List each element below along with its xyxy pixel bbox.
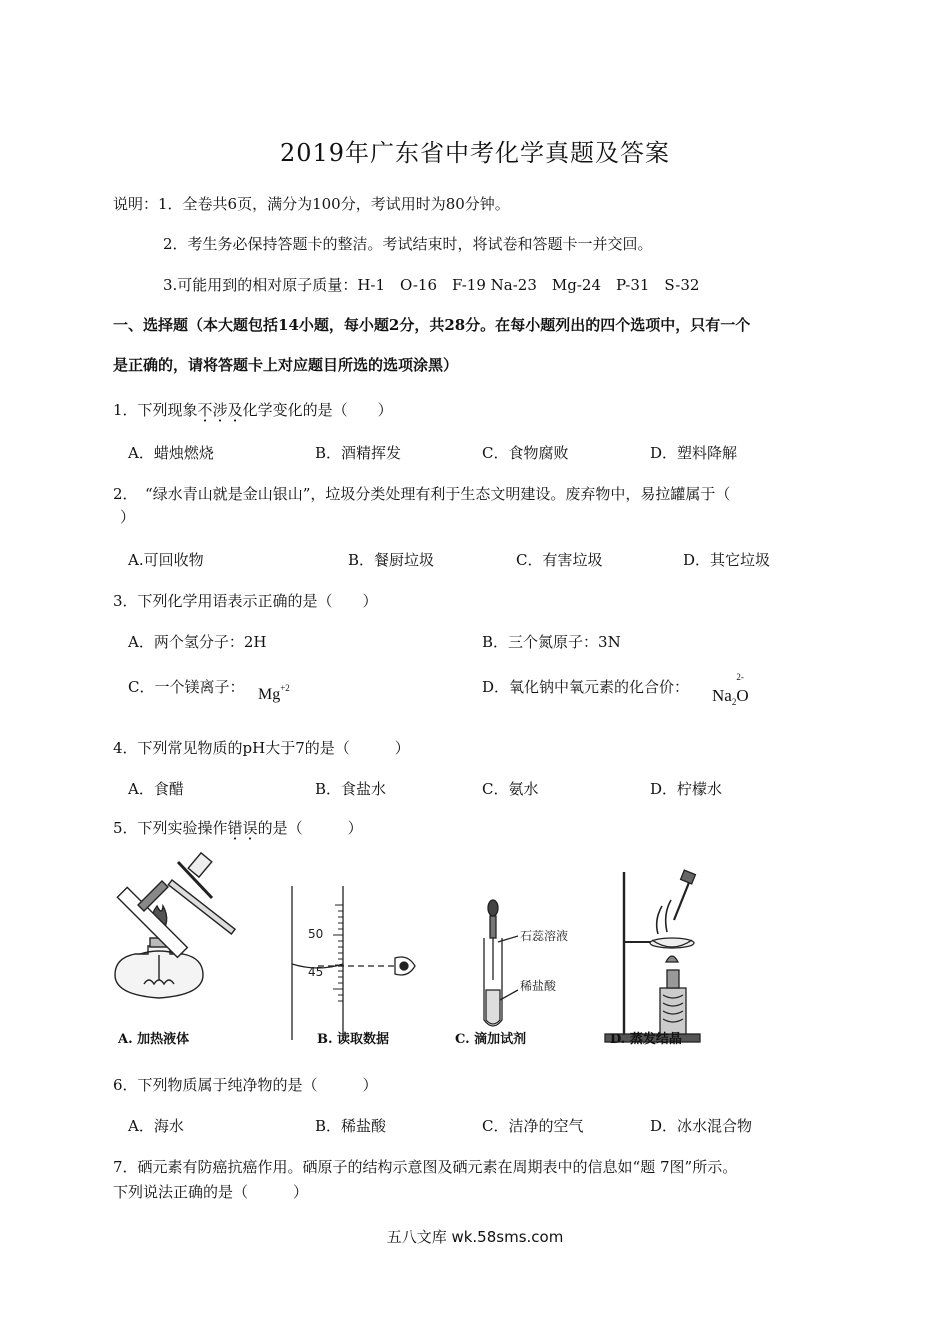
q6-option-d: D．冰水混合物 [650, 1117, 753, 1135]
q4-option-c: C．氨水 [482, 780, 539, 798]
figure-caption-d: D. 蒸发结晶 [610, 1032, 682, 1047]
footer-watermark: 五八文库 wk.58sms.com [386, 1228, 564, 1246]
q4-option-b: B．食盐水 [315, 780, 387, 798]
mg-charge: +2 [280, 683, 290, 693]
question-5-stem [113, 817, 363, 838]
q3-option-c: C．一个镁离子： [128, 678, 245, 696]
label-hcl: 稀盐酸 [520, 979, 557, 993]
q1-option-b: B．酒精挥发 [315, 444, 402, 462]
q1-stem-post: 化学变化的是（ ） [242, 401, 393, 419]
na-subscript: 2 [731, 697, 737, 707]
figure-caption-c: C. 滴加试剂 [455, 1032, 527, 1047]
q1-option-d: D．塑料降解 [650, 444, 738, 462]
q5-emphasis-char: 错 [227, 819, 243, 837]
note-3: 3.可能用到的相对原子质量：H-1 O-16 F-19 Na-23 Mg-24 P-31 S-32 [163, 276, 700, 294]
question-1-stem [113, 399, 393, 420]
label-litmus: 石蕊溶液 [520, 929, 569, 943]
q3-option-d: D．氧化钠中氧元素的化合价： [482, 678, 690, 696]
q2-option-c: C．有害垃圾 [516, 551, 603, 569]
q1-stem-pre: 1．下列现象 [113, 401, 198, 419]
q4-option-d: D．柠檬水 [650, 780, 723, 798]
q1-emphasis-char: 及 [227, 401, 243, 419]
o-valence: 2- [736, 672, 744, 682]
q2-option-b: B．餐厨垃圾 [348, 551, 435, 569]
q6-option-b: B．稀盐酸 [315, 1117, 387, 1135]
q1-emphasis-char: 不 [197, 401, 213, 419]
page-title: 2019年广东省中考化学真题及答案 [279, 139, 671, 167]
q2-option-a: A.可回收物 [128, 551, 204, 569]
dropping-reagent-illustration [484, 900, 518, 1026]
q1-emphasis-char: 涉 [212, 401, 228, 419]
mg-ion-formula [258, 683, 290, 704]
question-7-stem-line2: 下列说法正确的是（ ） [113, 1183, 309, 1201]
o-symbol-wrap [736, 672, 749, 705]
question-6-stem: 6．下列物质属于纯净物的是（ ） [113, 1076, 378, 1094]
na2o-formula [712, 672, 749, 707]
na-symbol: Na [712, 686, 732, 705]
reading-volume-illustration [292, 886, 415, 1040]
q2-option-d: D．其它垃圾 [683, 551, 771, 569]
mg-symbol: Mg [258, 686, 281, 703]
question-3-stem: 3．下列化学用语表示正确的是（ ） [113, 592, 378, 610]
heating-liquid-illustration [115, 853, 235, 998]
section-heading-line2: 是正确的，请将答题卡上对应题目所选的选项涂黑） [113, 356, 459, 374]
q1-option-c: C．食物腐败 [482, 444, 569, 462]
tick-label-45: 45 [308, 965, 324, 979]
q5-stem-pre: 5．下列实验操作 [113, 819, 228, 837]
note-1: 说明：1．全卷共6页，满分为100分，考试用时为80分钟。 [113, 195, 510, 213]
question-2-stem: 2． “绿水青山就是金山银山”，垃圾分类处理有利于生态文明建设。废弃物中，易拉罐属于（ [113, 485, 731, 503]
tick-label-50: 50 [308, 927, 324, 941]
q4-option-a: A．食醋 [128, 780, 184, 798]
o-symbol: O [736, 686, 749, 705]
question-2-stem-end: ） [120, 508, 136, 526]
note-2: 2．考生务必保持答题卡的整洁。考试结束时，将试卷和答题卡一并交回。 [163, 235, 653, 253]
q3-option-b: B．三个氮原子：3N [482, 633, 621, 651]
evaporation-illustration [605, 870, 700, 1042]
figure-caption-b: B. 读取数据 [317, 1032, 390, 1047]
q6-option-a: A．海水 [128, 1117, 184, 1135]
section-heading-line1: 一、选择题（本大题包括14小题，每小题2分，共28分。在每小题列出的四个选项中，只有一个 [113, 316, 751, 334]
q3-option-a: A．两个氢分子：2H [128, 633, 267, 651]
q1-option-a: A．蜡烛燃烧 [128, 444, 214, 462]
question-4-stem: 4．下列常见物质的pH大于7的是（ ） [113, 739, 410, 757]
q6-option-c: C．洁净的空气 [482, 1117, 584, 1135]
q5-stem-post: 的是（ ） [257, 819, 363, 837]
q5-emphasis-char: 误 [242, 819, 258, 837]
question-7-stem: 7．硒元素有防癌抗癌作用。硒原子的结构示意图及硒元素在周期表中的信息如“题 7图”所示。 [113, 1158, 738, 1176]
figure-caption-a: A. 加热液体 [118, 1032, 190, 1047]
